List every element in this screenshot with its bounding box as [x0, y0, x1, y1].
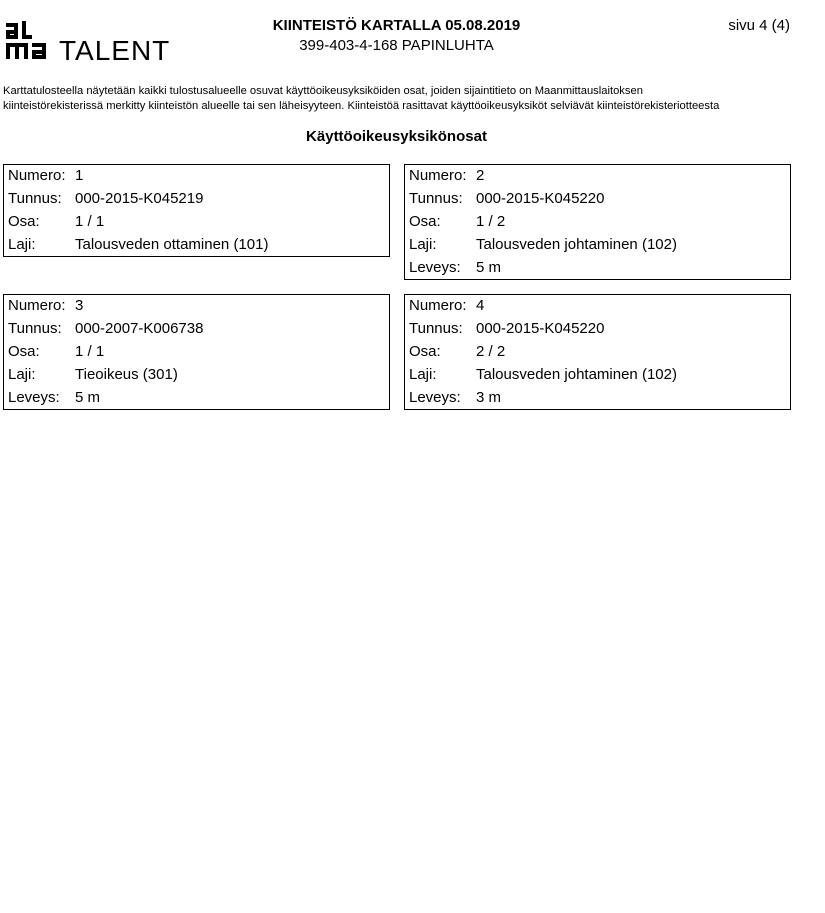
unit-card-4 — [404, 294, 791, 410]
laji-label: Laji: — [8, 236, 36, 253]
leveys-label: Leveys: — [409, 389, 461, 406]
tunnus-value: 000-2015-K045220 — [476, 190, 605, 207]
numero-label: Numero: — [409, 167, 467, 184]
tunnus-value: 000-2007-K006738 — [75, 320, 204, 337]
leveys-value: 5 m — [75, 389, 101, 406]
laji-label: Laji: — [409, 236, 437, 253]
numero-row — [409, 296, 790, 319]
numero-row — [409, 166, 790, 189]
intro-paragraph — [3, 84, 818, 113]
laji-label: Laji: — [8, 366, 36, 383]
numero-label: Numero: — [8, 297, 66, 314]
leveys-label: Leveys: — [8, 389, 60, 406]
laji-row — [409, 365, 790, 388]
tunnus-label: Tunnus: — [8, 320, 62, 337]
laji-row — [409, 235, 790, 258]
numero-value: 1 — [75, 167, 84, 184]
tunnus-label: Tunnus: — [409, 190, 463, 207]
unit-card-3 — [3, 294, 390, 410]
leveys-value: 3 m — [476, 389, 502, 406]
intro-line: kiinteistörekisterissä merkitty kiinteistön alueelle tai sen läheisyyteen. Kiinteistöä rasittavat käyttöoikeusyksiköt selviävät kiinteistörekisteriotteesta — [3, 99, 720, 112]
unit-card-1 — [3, 164, 390, 257]
laji-value: Talousveden ottaminen (101) — [75, 236, 269, 253]
osa-row — [409, 342, 790, 365]
numero-row — [8, 296, 389, 319]
tunnus-row — [8, 189, 389, 212]
numero-label: Numero: — [409, 297, 467, 314]
laji-value: Talousveden johtaminen (102) — [476, 366, 677, 383]
tunnus-row — [409, 319, 790, 342]
osa-label: Osa: — [409, 343, 441, 360]
property-identifier: 399-403-4-168 PAPINLUHTA — [299, 37, 494, 54]
numero-value: 2 — [476, 167, 485, 184]
unit-card-2 — [404, 164, 791, 280]
document-title: KIINTEISTÖ KARTALLA 05.08.2019 — [272, 17, 521, 34]
leveys-label: Leveys: — [409, 259, 461, 276]
tunnus-value: 000-2015-K045220 — [476, 320, 605, 337]
laji-value: Talousveden johtaminen (102) — [476, 236, 677, 253]
laji-value: Tieoikeus (301) — [75, 366, 178, 383]
osa-label: Osa: — [8, 343, 40, 360]
tunnus-value: 000-2015-K045219 — [75, 190, 204, 207]
osa-row — [8, 212, 389, 235]
osa-value: 1 / 2 — [476, 213, 506, 230]
numero-value: 4 — [476, 297, 485, 314]
leveys-value: 5 m — [476, 259, 502, 276]
osa-value: 2 / 2 — [476, 343, 506, 360]
osa-label: Osa: — [409, 213, 441, 230]
osa-value: 1 / 1 — [75, 213, 105, 230]
laji-row — [8, 235, 389, 258]
tunnus-row — [409, 189, 790, 212]
osa-row — [8, 342, 389, 365]
tunnus-label: Tunnus: — [8, 190, 62, 207]
logo-wordmark: TALENT — [59, 35, 171, 66]
osa-value: 1 / 1 — [75, 343, 105, 360]
tunnus-label: Tunnus: — [409, 320, 463, 337]
leveys-row — [409, 388, 790, 411]
leveys-row — [8, 388, 389, 411]
osa-label: Osa: — [8, 213, 40, 230]
intro-line: Karttatulosteella näytetään kaikki tulostusalueelle osuvat käyttöoikeusyksiköiden osat, joiden sijaintitieto on Maanmittauslaitoksen — [3, 85, 643, 97]
numero-value: 3 — [75, 297, 84, 314]
leveys-row — [409, 258, 790, 281]
numero-row — [8, 166, 389, 189]
numero-label: Numero: — [8, 167, 66, 184]
laji-label: Laji: — [409, 366, 437, 383]
laji-row — [8, 365, 389, 388]
page-number: sivu 4 (4) — [728, 17, 790, 34]
osa-row — [409, 212, 790, 235]
section-title: Käyttöoikeusyksikönosat — [306, 128, 487, 145]
tunnus-row — [8, 319, 389, 342]
